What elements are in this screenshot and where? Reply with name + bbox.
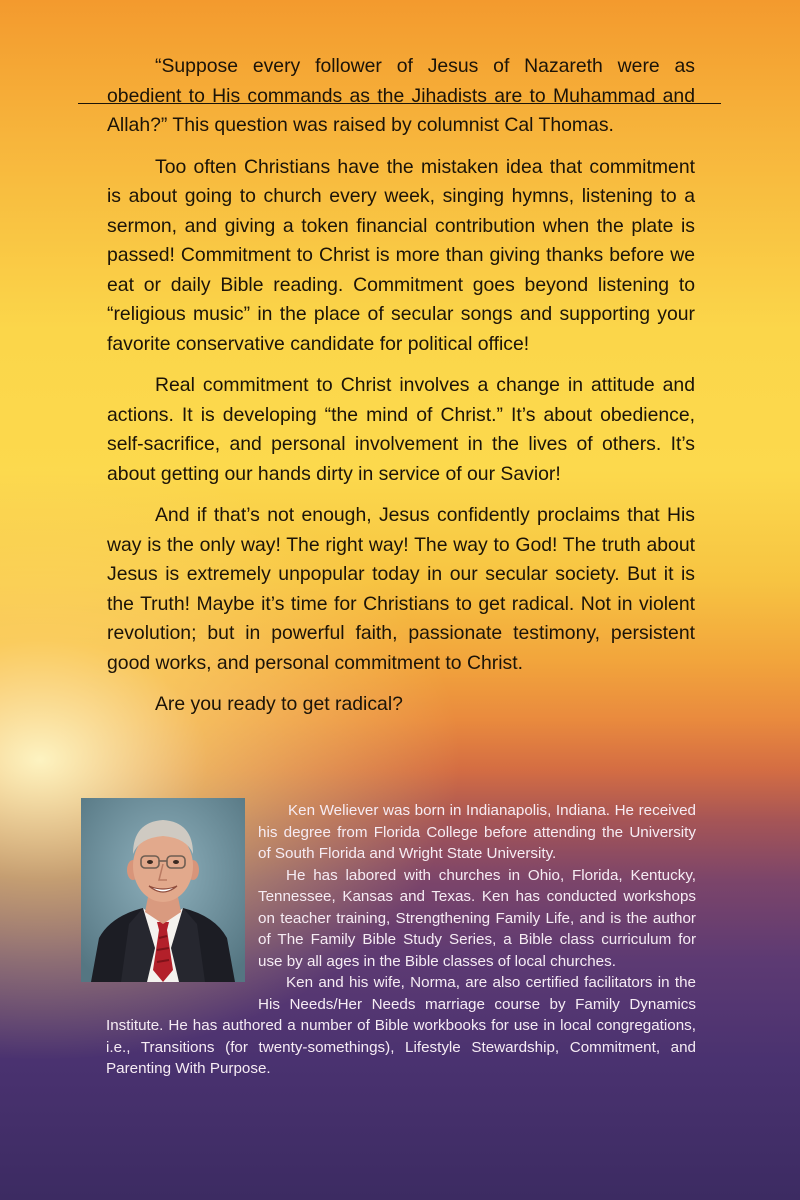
blurb-paragraph-2: Too often Christians have the mistaken idea that commitment is about going to church every week, singing hymns, listening to a sermon, and giving a token financial contribution when the plate is passed! Commitment to Christ is more than giving thanks before we eat or daily Bible reading. Commitment goes beyond listening to “religious music” in the place of secular songs and supporting your favorite conservative candidate for political office!: [107, 155, 695, 355]
cover-blurb: [107, 52, 695, 732]
blurb-paragraph-1: “Suppose every follower of Jesus of Nazareth were as obedient to His commands as the Jihadists are to Muhammad and Allah?” This question was raised by columnist Cal Thomas.: [107, 55, 695, 136]
bio-paragraph-2: He has labored with churches in Ohio, Florida, Kentucky, Tennessee, Kansas and Texas. Ken has conducted workshops on teacher training, Strengthening Family Life, and is the author of The Family Bible Study Series, a Bible class curriculum for use by all ages in the Bible classes of local churches.: [258, 866, 696, 970]
bio-paragraph-3: Ken and his wife, Norma, are also certified facilitators in the His Needs/Her Needs marriage course by Family Dynamics Institute. He has authored a number of Bible workbooks for use in local congregations, i.e., Transitions (for twenty-somethings), Lifestyle Stewardship, Commitment, and Parenting With Purpose.: [106, 974, 696, 1077]
underline-rule: [78, 103, 721, 104]
blurb-paragraph-4: And if that’s not enough, Jesus confidently proclaims that His way is the only way! The right way! The way to God! The truth about Jesus is extremely unpopular today in our secular society. But it is the Truth! Maybe it’s time for Christians to get radical. Not in violent revolution; but in powerful faith, passionate testimony, persistent good works, and personal commitment to Christ.: [107, 504, 695, 674]
photo-wrap-spacer: [106, 800, 258, 995]
blurb-paragraph-3: Real commitment to Christ involves a change in attitude and actions. It is developing “the mind of Christ.” It’s about obedience, self-sacrifice, and personal involvement in the lives of others. It’s about getting our hands dirty in service of our Savior!: [107, 374, 695, 485]
bio-paragraph-1: Ken Weliever was born in Indianapolis, Indiana. He received his degree from Florida College before attending the University of South Florida and Wright State University.: [258, 802, 696, 862]
author-bio: [106, 800, 696, 1080]
blurb-closing-question: Are you ready to get radical?: [155, 693, 403, 715]
